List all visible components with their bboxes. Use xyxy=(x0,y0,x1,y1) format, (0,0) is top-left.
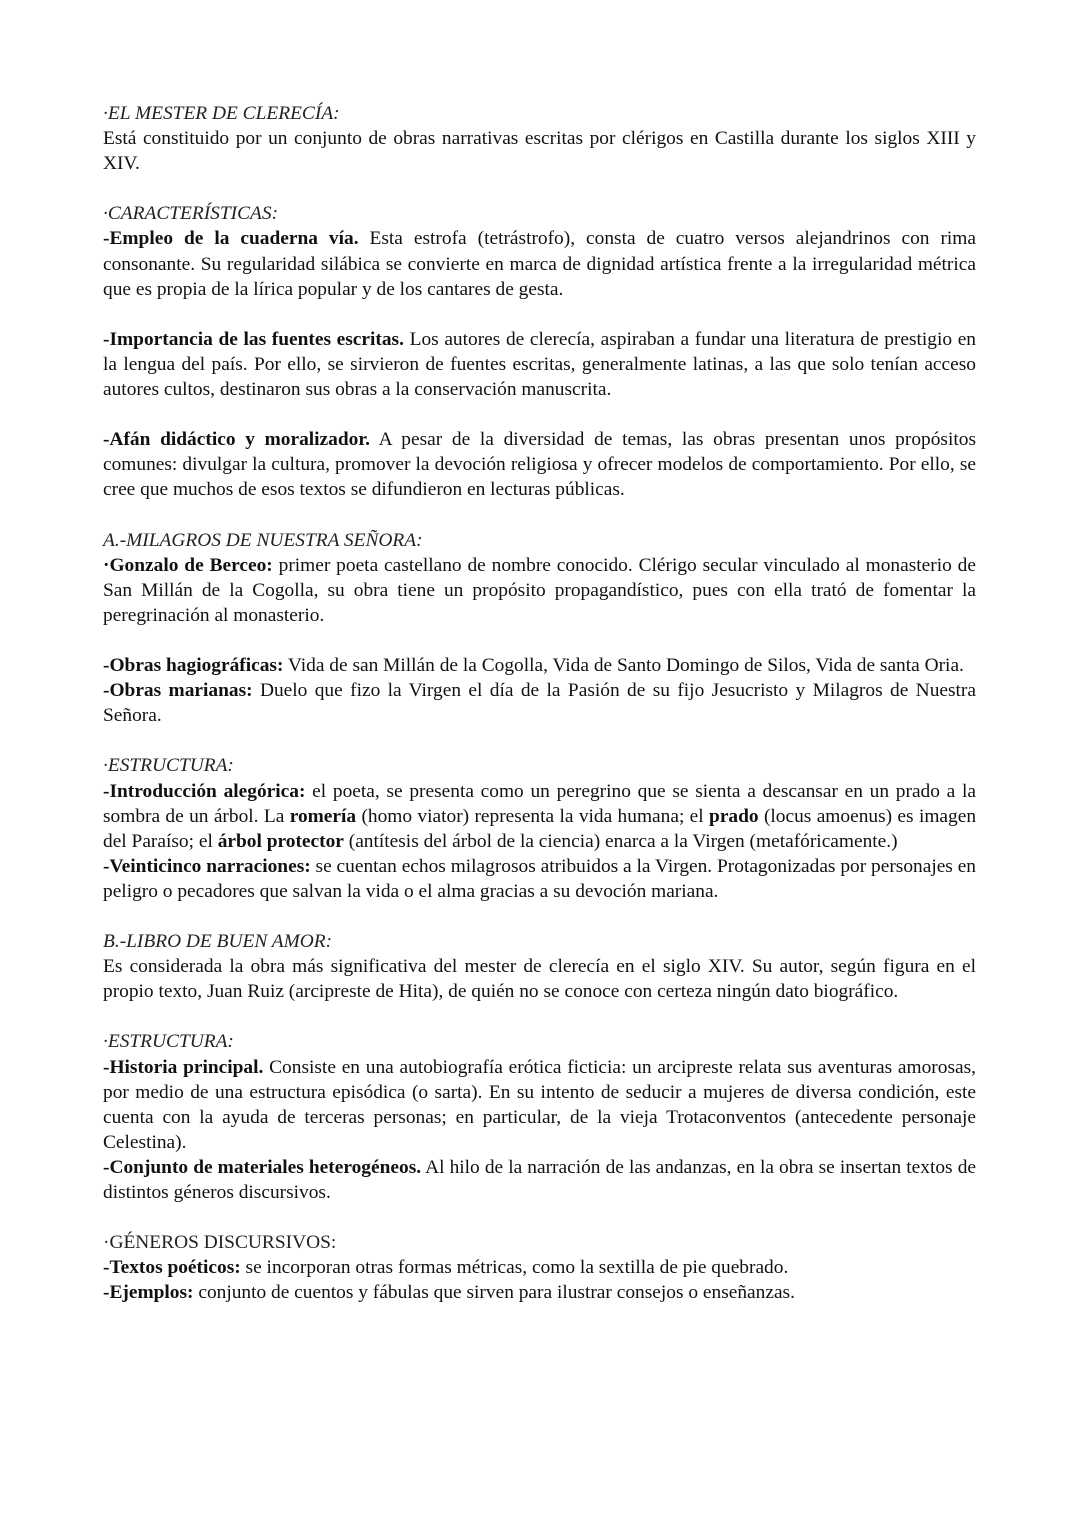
term-obras-hagiograficas: -Obras hagiográficas: xyxy=(103,655,284,677)
paragraph-obras-marianas xyxy=(103,678,976,728)
text-textos-poeticos: se incorporan otras formas métricas, como la sextilla de pie quebrado. xyxy=(240,1257,789,1279)
section-heading-mester: ·EL MESTER DE CLERECÍA: xyxy=(103,103,340,124)
text-introduccion-3: (locus amoenus) es imagen del Paraíso; el xyxy=(103,805,977,852)
term-arbol-protector: árbol protector xyxy=(217,830,344,852)
paragraph-obras-hagiograficas xyxy=(103,653,976,678)
mester-intro: Está constituido por un conjunto de obras narrativas escritas por clérigos en Castilla durante los siglos XIII y XIV. xyxy=(103,128,976,175)
text-fuentes-escritas: Los autores de clerecía, aspiraban a fundar una literatura de prestigio en la lengua del país. Por ello, se sirvieron de fuentes escritas, generalmente latinas, a las que solo tenían acceso autores cultos, destinaron sus obras a la conservación manuscrita. xyxy=(103,328,976,401)
text-materiales-heterogeneos: Al hilo de la narración de las andanzas, en la obra se insertan textos de distintos géneros discursivos. xyxy=(103,1156,976,1204)
text-introduccion-4: (antítesis del árbol de la ciencia) enarca a la Virgen (metafóricamente.) xyxy=(343,830,898,852)
paragraph-berceo xyxy=(103,553,976,628)
term-ejemplos: -Ejemplos: xyxy=(103,1282,194,1304)
section-heading-estructura-milagros: ·ESTRUCTURA: xyxy=(103,755,234,777)
paragraph-veinticinco-narraciones xyxy=(103,854,976,904)
section-heading-generos-discursivos: ·GÉNEROS DISCURSIVOS: xyxy=(103,1232,337,1254)
term-fuentes-escritas: -Importancia de las fuentes escritas. xyxy=(103,328,404,350)
term-veinticinco-narraciones: -Veinticinco narraciones: xyxy=(103,855,311,877)
paragraph-textos-poeticos xyxy=(103,1255,976,1280)
text-cuaderna-via: Esta estrofa (tetrástrofo), consta de cuatro versos alejandrinos con rima consonante. Su regularidad silábica se convierte en marca de dignidad artística frente a la irregularidad métrica que es propia de la lírica popular y de los cantares de gesta. xyxy=(103,228,976,300)
term-materiales-heterogeneos: -Conjunto de materiales heterogéneos. xyxy=(103,1156,422,1178)
term-textos-poeticos: -Textos poéticos: xyxy=(103,1257,241,1279)
term-obras-marianas: -Obras marianas: xyxy=(103,680,253,702)
term-prado: prado xyxy=(709,805,759,827)
term-berceo: ·Gonzalo de Berceo: xyxy=(103,554,273,576)
text-afan-didactico: A pesar de la diversidad de temas, las obras presentan unos propósitos comunes: divulgar la cultura, promover la devoción religiosa y ofrecer modelos de comportamiento. Por ello, se cree que muchos de esos textos se difundieron en lecturas públicas. xyxy=(103,429,976,501)
paragraph-ejemplos xyxy=(103,1280,976,1305)
section-heading-libro-buen-amor: B.-LIBRO DE BUEN AMOR: xyxy=(103,931,333,953)
paragraph-historia-principal xyxy=(103,1055,976,1155)
text-introduccion-1: el poeta, se presenta como un peregrino que se sienta a descansar en un prado a la sombra de un árbol. La xyxy=(103,780,977,827)
term-cuaderna-via: -Empleo de la cuaderna vía. xyxy=(103,228,359,250)
term-historia-principal: -Historia principal. xyxy=(103,1056,264,1078)
document-page xyxy=(103,101,976,1306)
term-introduccion-alegorica: -Introducción alegórica: xyxy=(103,780,306,802)
text-obras-marianas: Duelo que fizo la Virgen el día de la Pasión de su fijo Jesucristo y Milagros de Nuestra Señora. xyxy=(103,680,976,727)
term-romeria: romería xyxy=(289,805,357,827)
paragraph-fuentes-escritas xyxy=(103,327,976,402)
paragraph-introduccion-alegorica xyxy=(103,779,976,854)
section-heading-estructura-libro: ·ESTRUCTURA: xyxy=(103,1031,234,1053)
text-ejemplos: conjunto de cuentos y fábulas que sirven para ilustrar consejos o enseñanzas. xyxy=(193,1282,795,1304)
section-heading-caracteristicas: ·CARACTERÍSTICAS: xyxy=(103,203,279,225)
text-obras-hagiograficas: Vida de san Millán de la Cogolla, Vida de Santo Domingo de Silos, Vida de santa Oria. xyxy=(283,655,964,677)
term-afan-didactico: -Afán didáctico y moralizador. xyxy=(103,429,370,451)
paragraph-afan-didactico xyxy=(103,427,976,502)
text-berceo: primer poeta castellano de nombre conocido. Clérigo secular vinculado al monasterio de San Millán de la Cogolla, su obra tiene un propósito propagandístico, pues con ella trató de fomentar la peregrinación al monasterio. xyxy=(103,554,976,626)
text-historia-principal: Consiste en una autobiografía erótica ficticia: un arcipreste relata sus aventuras amorosas, por medio de una estructura episódica (o sarta). En su intento de seducir a mujeres de diversa condición, este cuenta con la ayuda de terceras personas; en particular, de la vieja Trotaconventos (antecedente personaje Celestina). xyxy=(103,1056,976,1153)
text-introduccion-2: (homo viator) representa la vida humana; el xyxy=(356,805,710,827)
paragraph-libro-buen-amor: Es considerada la obra más significativa del mester de clerecía en el siglo XIV. Su autor, según figura en el propio texto, Juan Ruiz (arcipreste de Hita), de quién no se conoce con certeza ningún dato biográfico. xyxy=(103,956,976,1003)
text-veinticinco-narraciones: se cuentan echos milagrosos atribuidos a la Virgen. Protagonizadas por personajes en peligro o pecadores que salvan la vida o el alma gracias a su devoción mariana. xyxy=(103,855,977,902)
paragraph-materiales-heterogeneos xyxy=(103,1155,976,1205)
section-heading-milagros: A.-MILAGROS DE NUESTRA SEÑORA: xyxy=(103,529,423,551)
paragraph-cuaderna-via xyxy=(103,226,976,301)
